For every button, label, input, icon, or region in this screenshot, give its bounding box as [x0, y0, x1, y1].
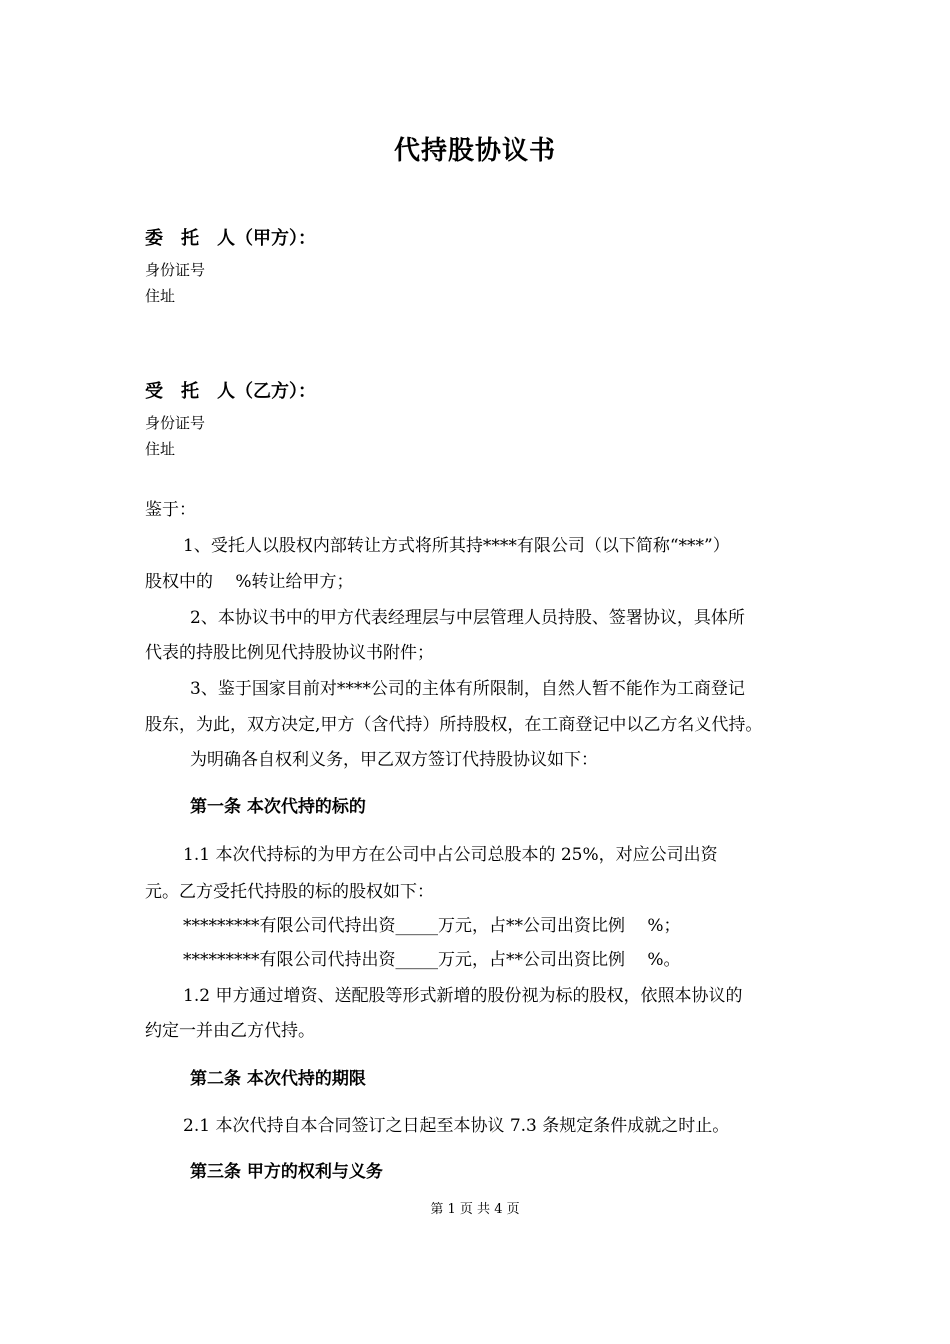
page-footer: 第 1 页 共 4 页	[430, 1202, 520, 1217]
recital-2-line-1: 2、本协议书中的甲方代表经理层与中层管理人员持股、签署协议，具体所	[190, 608, 745, 628]
article-1-item-1: *********有限公司代持出资_____万元，占**公司出资比例 %；	[183, 916, 681, 936]
article-2-1: 2.1 本次代持自本合同签订之日起至本协议 7.3 条规定条件成就之时止。	[183, 1116, 730, 1136]
recital-3-line-1: 3、鉴于国家目前对****公司的主体有所限制，自然人暂不能作为工商登记	[190, 679, 745, 699]
article-1-item-2: *********有限公司代持出资_____万元，占**公司出资比例 %。	[183, 950, 681, 970]
article-1-1-line-1: 1.1 本次代持标的为甲方在公司中占公司总股本的 25%，对应公司出资	[183, 845, 718, 865]
article-1-heading: 第一条 本次代持的标的	[190, 797, 366, 817]
party-a-heading: 委 托 人（甲方）：	[145, 228, 316, 249]
recital-1-line-1: 1、受托人以股权内部转让方式将所其持****有限公司（以下简称“***”）	[183, 536, 730, 556]
purpose-statement: 为明确各自权利义务，甲乙双方签订代持股协议如下：	[190, 750, 598, 770]
recital-1-line-2: 股权中的 %转让给甲方；	[145, 572, 354, 592]
article-3-heading: 第三条 甲方的权利与义务	[190, 1162, 383, 1182]
article-1-2-line-1: 1.2 甲方通过增资、送配股等形式新增的股份视为标的股权，依照本协议的	[183, 986, 743, 1006]
party-a-id-label: 身份证号	[145, 261, 206, 279]
document-title: 代持股协议书	[393, 136, 556, 166]
article-2-heading: 第二条 本次代持的期限	[190, 1069, 366, 1089]
article-1-1-line-2: 元。乙方受托代持股的标的股权如下：	[145, 882, 434, 902]
recital-2-line-2: 代表的持股比例见代持股协议书附件；	[145, 643, 434, 663]
whereas-label: 鉴于：	[145, 500, 196, 520]
party-a-address-label: 住址	[145, 287, 176, 305]
party-b-id-label: 身份证号	[145, 414, 206, 432]
article-1-2-line-2: 约定一并由乙方代持。	[145, 1021, 315, 1041]
recital-3-line-2: 股东，为此，双方决定,甲方（含代持）所持股权，在工商登记中以乙方名义代持。	[145, 715, 763, 735]
party-b-address-label: 住址	[145, 440, 176, 458]
party-b-heading: 受 托 人（乙方）：	[145, 381, 316, 402]
